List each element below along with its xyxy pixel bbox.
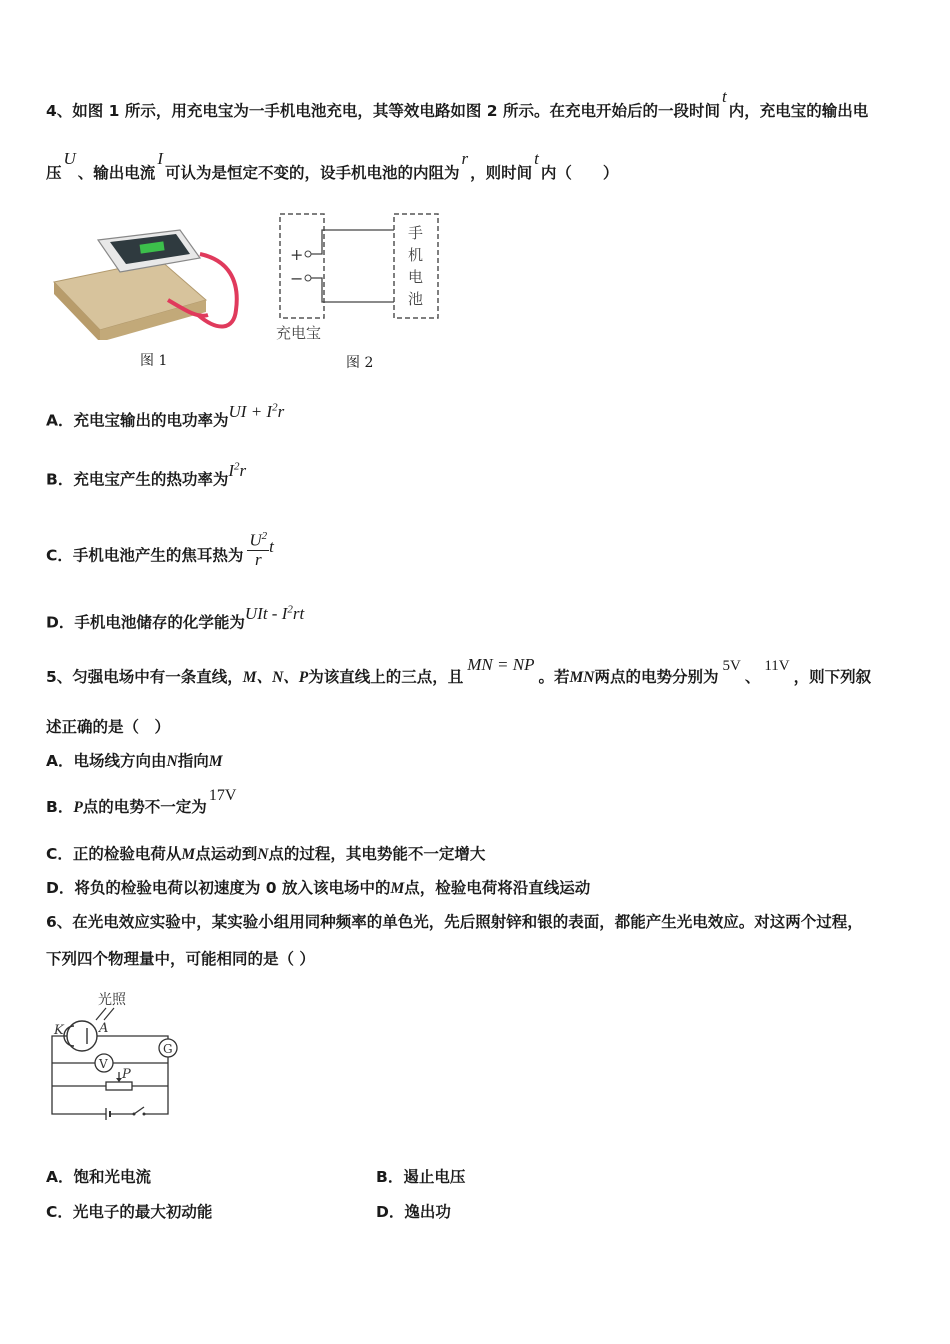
q6-stem-line1: 6、在光电效应实验中，某实验小组用同种频率的单色光，先后照射锌和银的表面，都能产生光电效应。对这两个过程，	[46, 913, 863, 931]
q4-fig2-caption: 图 2	[346, 355, 374, 371]
q5-option-b: B．P点的电势不一定为17V	[46, 787, 237, 816]
q4-option-c: C．手机电池产生的焦耳热为 $\frac{U^2}{r}$ t	[46, 535, 274, 577]
fig2-plus-label: +	[290, 245, 304, 264]
q4-stem-line1: 4、如图 1 所示，用充电宝为一手机电池充电，其等效电路如图 2 所示。在充电开始后的一段时间t内，充电宝的输出电	[46, 87, 869, 120]
fig2-minus-label: −	[290, 269, 304, 288]
q4-option-a: A．充电宝输出的电功率为UI + $I^2r$	[46, 401, 285, 430]
q5-stem-line1: 5、匀强电场中有一条直线，M、N、P为该直线上的三点，且MN = NP。若MN两点的电势分别为5V、11V，则下列叙	[46, 655, 872, 686]
fig2-powerbank-label: 充电宝	[276, 324, 322, 342]
svg-text:电: 电	[408, 268, 424, 286]
svg-text:光照: 光照	[98, 992, 126, 1008]
q4-fig1-caption: 图 1	[140, 353, 168, 369]
q5-option-c: C．正的检验电荷从M点运动到N点的过程，其电势能不一定增大	[46, 845, 486, 863]
q6-option-b: B．遏止电压	[376, 1168, 466, 1186]
q4-figure2-circuit	[272, 208, 452, 343]
svg-text:K: K	[54, 1023, 64, 1038]
q6-option-a: A．饱和光电流	[46, 1168, 151, 1186]
q5-option-a: A．电场线方向由N指向M	[46, 752, 223, 770]
q5-stem-line2: 述正确的是（ ）	[46, 718, 171, 736]
var-t: t	[721, 87, 727, 106]
q4-option-b: B．充电宝产生的热功率为$I^2r$	[46, 460, 247, 489]
svg-text:G: G	[163, 1042, 173, 1056]
q4-stem-line2: 压U、输出电流I可认为是恒定不变的，设手机电池的内阻为r，则时间t内（ ）	[46, 149, 619, 182]
svg-text:机: 机	[408, 246, 424, 264]
q4-figure1-powerbank-photo	[48, 220, 258, 340]
svg-text:A: A	[99, 1021, 109, 1036]
q4-option-d: D．手机电池储存的化学能为UIt - $I^2rt$	[46, 603, 305, 632]
q6-stem-line2: 下列四个物理量中，可能相同的是（ ）	[46, 950, 315, 968]
q6-photoelectric-circuit	[44, 988, 194, 1123]
q6-option-c: C．光电子的最大初动能	[46, 1203, 213, 1221]
svg-text:V: V	[99, 1057, 108, 1071]
svg-text:池: 池	[408, 290, 424, 308]
svg-text:手: 手	[408, 224, 424, 242]
q6-option-d: D．逸出功	[376, 1203, 451, 1221]
svg-text:P: P	[122, 1067, 131, 1082]
q5-option-d: D．将负的检验电荷以初速度为 0 放入该电场中的M点，检验电荷将沿直线运动	[46, 879, 591, 897]
